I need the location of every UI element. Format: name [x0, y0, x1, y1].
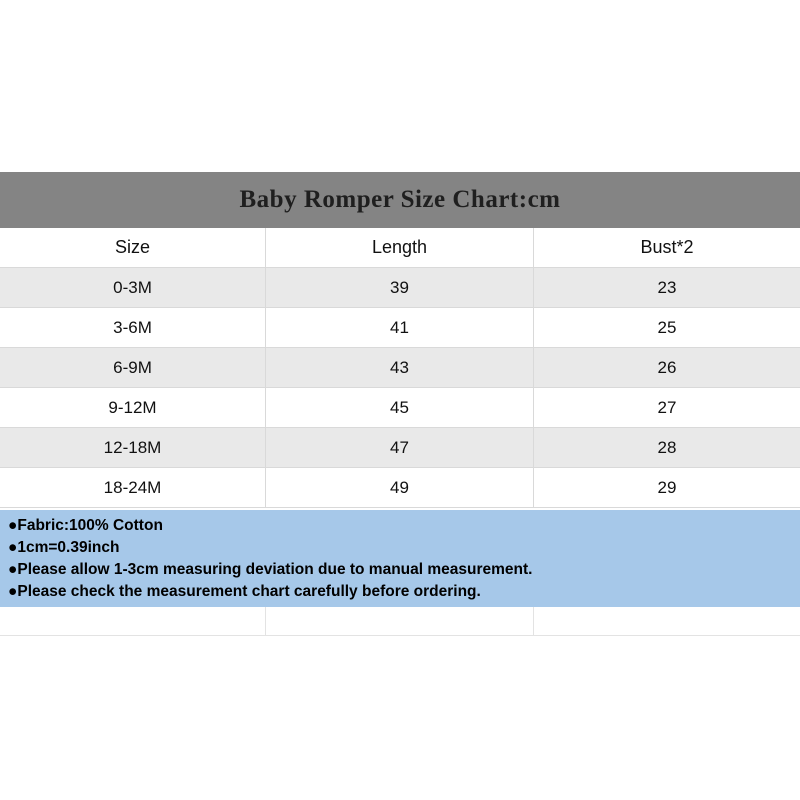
table-cell: 9-12M [108, 397, 157, 417]
table-cell: 0-3M [113, 277, 152, 297]
column-header-bust: Bust*2 [533, 228, 800, 267]
note-check-chart: ●Please check the measurement chart carefully before ordering. [8, 583, 481, 600]
table-cell: 39 [265, 268, 533, 307]
table-header-row [0, 228, 800, 268]
table-row [0, 348, 800, 388]
notes-band [0, 510, 800, 607]
size-table [0, 228, 800, 508]
note-deviation: ●Please allow 1-3cm measuring deviation due to manual measurement. [8, 561, 533, 578]
table-empty-row [0, 607, 800, 636]
table-cell: 43 [265, 348, 533, 387]
table-cell: 49 [265, 468, 533, 507]
table-cell: 28 [533, 428, 800, 467]
table-cell: 3-6M [113, 317, 152, 337]
page-title: Baby Romper Size Chart:cm [239, 186, 561, 213]
column-divider [265, 607, 266, 635]
table-cell: 27 [533, 388, 800, 427]
table-row [0, 388, 800, 428]
table-row [0, 268, 800, 308]
table-cell: 41 [265, 308, 533, 347]
table-cell: 26 [533, 348, 800, 387]
note-cm-inch: ●1cm=0.39inch [8, 539, 120, 556]
column-header-length: Length [265, 228, 533, 267]
note-fabric: ●Fabric:100% Cotton [8, 517, 163, 534]
table-row [0, 468, 800, 508]
table-cell: 25 [533, 308, 800, 347]
column-divider [533, 607, 534, 635]
table-row [0, 308, 800, 348]
table-cell: 29 [533, 468, 800, 507]
table-cell: 47 [265, 428, 533, 467]
table-cell: 18-24M [103, 477, 162, 497]
title-band [0, 172, 800, 228]
table-cell: 23 [533, 268, 800, 307]
table-cell: 12-18M [103, 437, 162, 457]
table-row [0, 428, 800, 468]
table-cell: 45 [265, 388, 533, 427]
table-cell: 6-9M [113, 357, 152, 377]
column-header-size: Size [114, 237, 150, 257]
